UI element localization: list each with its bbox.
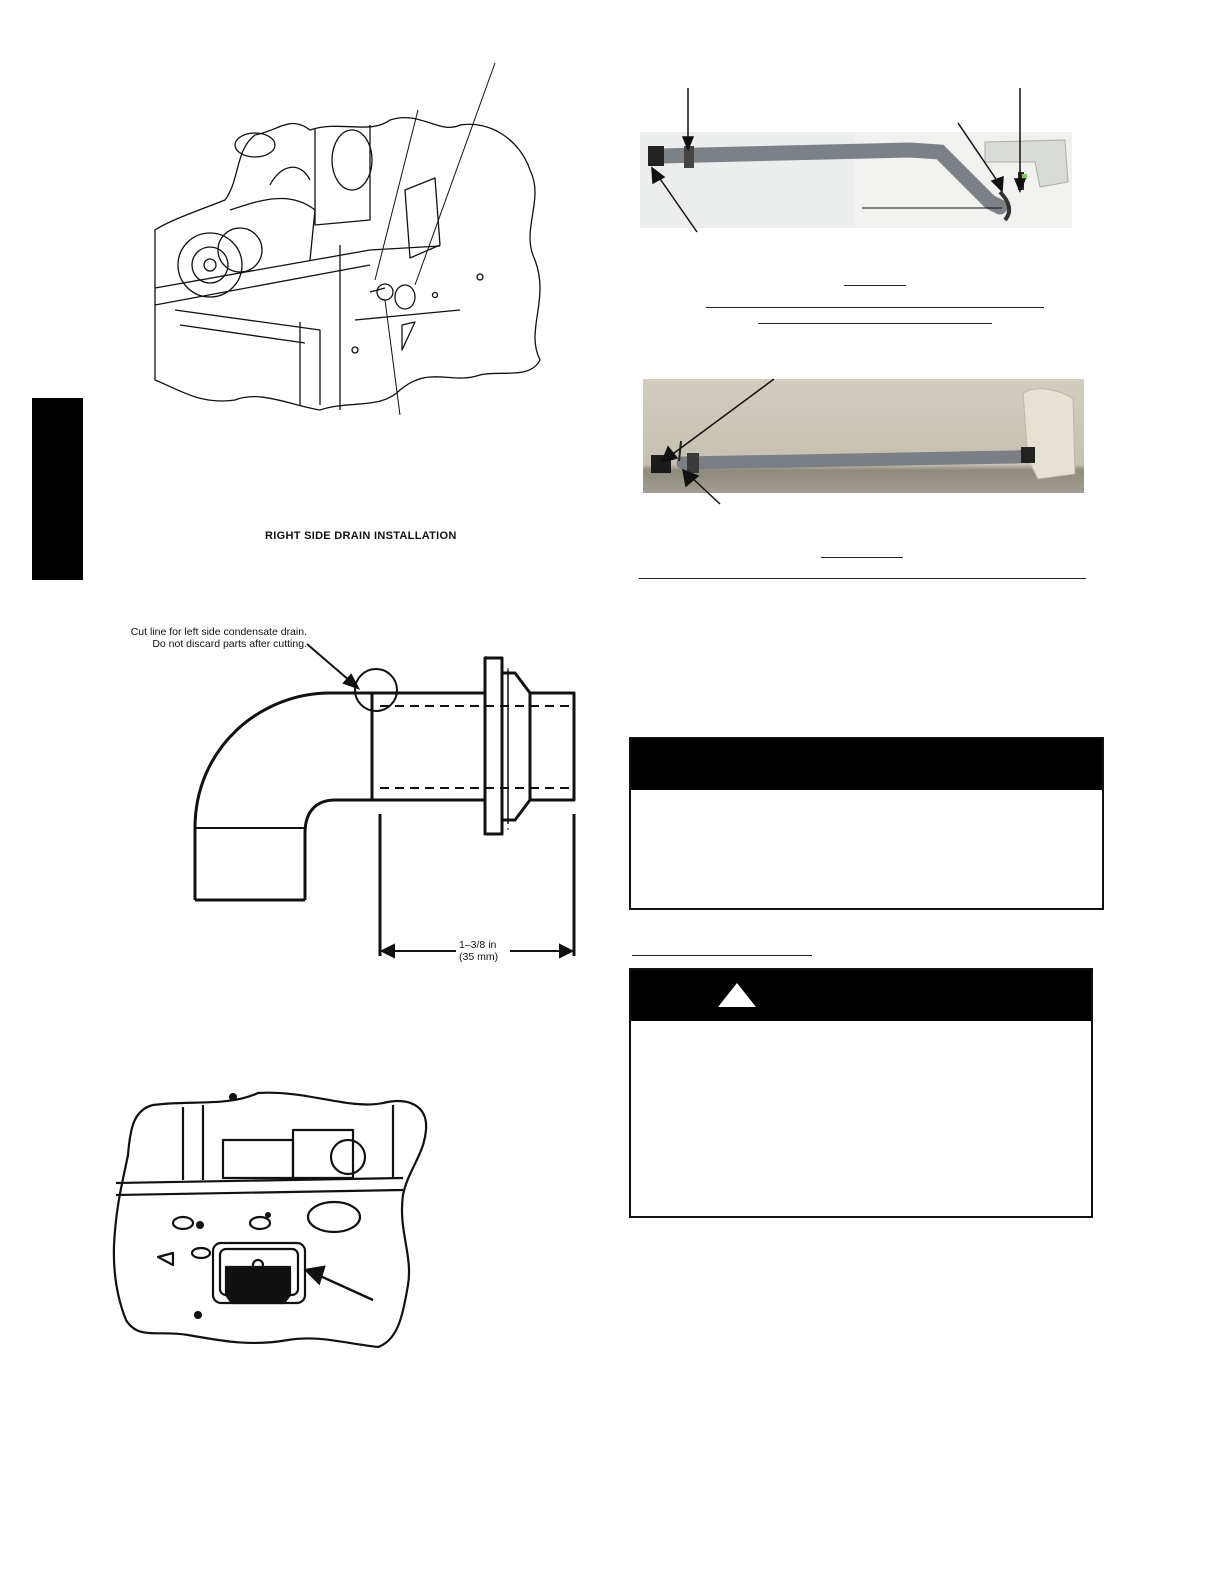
figure-title-rule-b bbox=[706, 307, 1044, 308]
figure-title-rule-a bbox=[844, 285, 906, 286]
elbow-cut-drawing bbox=[190, 638, 590, 968]
figure-title-rule-e bbox=[639, 578, 1086, 579]
cut-line-note-line2: Do not discard parts after cutting. bbox=[152, 638, 307, 650]
cut-line-note-line1: Cut line for left side condensate drain. bbox=[130, 626, 307, 638]
drain-tube-bottom-callouts bbox=[640, 376, 790, 506]
right-drain-caption: RIGHT SIDE DRAIN INSTALLATION bbox=[265, 530, 457, 542]
warning-header bbox=[631, 970, 1091, 1021]
figure-title-rule-d bbox=[821, 557, 903, 558]
warning-box bbox=[629, 968, 1093, 1218]
dimension-label bbox=[459, 939, 498, 963]
drain-tube-top-callouts bbox=[640, 85, 1080, 240]
left-drain-location-drawing bbox=[108, 1085, 448, 1355]
caution-box bbox=[629, 737, 1104, 910]
warning-triangle-icon bbox=[717, 982, 757, 1008]
right-drain-installation-drawing bbox=[140, 60, 560, 420]
caution-header bbox=[631, 739, 1102, 790]
dimension-mm: (35 mm) bbox=[459, 951, 499, 963]
section-heading-rule bbox=[632, 955, 812, 956]
section-side-tab bbox=[32, 398, 83, 580]
figure-title-rule-c bbox=[758, 323, 992, 324]
dimension-inches: 1–3/8 in bbox=[459, 939, 497, 951]
